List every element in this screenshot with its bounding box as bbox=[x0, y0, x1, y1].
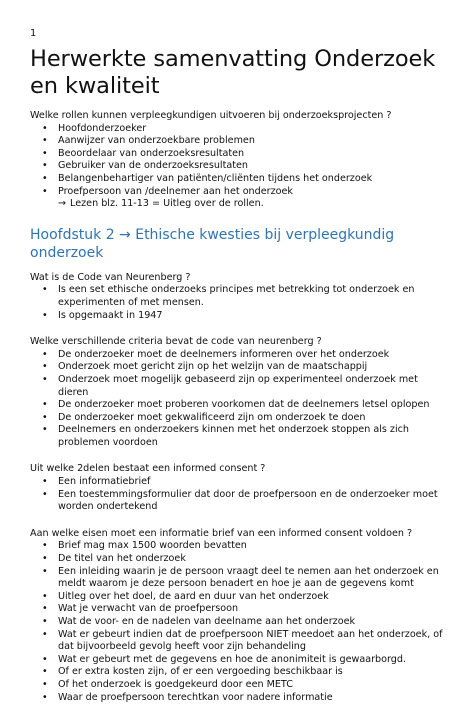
list-item: • Een toestemmingsformulier dat door de proefpersoon en de onderzoeker moet worden ondertekend bbox=[42, 488, 438, 513]
list-item: • De onderzoeker moet gekwalificeerd zijn om onderzoek te doen bbox=[42, 411, 366, 423]
bullet-icon: • bbox=[42, 653, 48, 665]
bullet-icon: • bbox=[42, 160, 48, 172]
list-item: • Wat je verwacht van de proefpersoon bbox=[42, 603, 239, 615]
answer-list bbox=[30, 476, 444, 514]
bullet-icon: • bbox=[42, 616, 48, 627]
list-item: • Onderzoek moet gericht zijn op het welzijn van de maatschappij bbox=[42, 361, 368, 373]
intro-list bbox=[30, 123, 444, 199]
bullet-icon: • bbox=[42, 540, 48, 552]
answer-list bbox=[30, 540, 444, 704]
answer-list bbox=[30, 349, 444, 450]
list-item: • Een informatiebrief bbox=[42, 476, 151, 488]
bullet-icon: • bbox=[42, 185, 48, 197]
question-block-information-letter bbox=[30, 528, 444, 704]
bullet-icon: • bbox=[42, 122, 48, 134]
bullet-icon: • bbox=[42, 691, 48, 703]
question-text: Aan welke eisen moet een informatie brief van een informed consent voldoen ? bbox=[30, 527, 413, 539]
list-item: • Uitleg over het doel, de aard en duur van het onderzoek bbox=[42, 590, 329, 602]
list-item: • Is opgemaakt in 1947 bbox=[42, 309, 163, 321]
list-item: • Aanwijzer van onderzoekbare problemen bbox=[42, 135, 255, 147]
bullet-icon: • bbox=[42, 373, 48, 385]
list-item: • Gebruiker van de onderzoeksresultaten bbox=[42, 160, 248, 172]
intro-note: → Lezen blz. 11-13 = Uitleg over de rollen. bbox=[58, 198, 264, 210]
bullet-icon: • bbox=[42, 666, 48, 678]
list-item: • De titel van het onderzoek bbox=[42, 553, 186, 565]
list-item: • Is een set ethische onderzoeks principes met betrekking tot onderzoek en experimenten of met mensen. bbox=[42, 284, 415, 308]
bullet-icon: • bbox=[42, 678, 48, 690]
list-item: • Wat er gebeurt met de gegevens en hoe de anonimiteit is gewaarborgd. bbox=[42, 653, 406, 665]
question-block-criteria bbox=[30, 336, 444, 449]
question-block-informed-consent bbox=[30, 463, 444, 513]
list-item: • De onderzoeker moet proberen voorkomen dat de deelnemers letsel oplopen bbox=[42, 399, 430, 411]
list-item: • Of er extra kosten zijn, of er een vergoeding beschikbaar is bbox=[42, 666, 343, 678]
bullet-icon: • bbox=[42, 399, 48, 411]
list-item: • Beoordelaar van onderzoeksresultaten bbox=[42, 147, 245, 159]
list-item: • Brief mag max 1500 woorden bevatten bbox=[42, 540, 247, 552]
bullet-icon: • bbox=[42, 411, 48, 423]
bullet-icon: • bbox=[42, 590, 48, 602]
bullet-icon: • bbox=[42, 603, 48, 615]
list-item: • De onderzoeker moet de deelnemers informeren over het onderzoek bbox=[42, 348, 390, 360]
intro-question: Welke rollen kunnen verpleegkundigen uitvoeren bij onderzoeksprojecten ? bbox=[30, 110, 392, 121]
bullet-icon: • bbox=[42, 284, 48, 296]
list-item: • Hoofdonderzoeker bbox=[42, 122, 147, 134]
page-number: 1 bbox=[30, 28, 37, 39]
bullet-icon: • bbox=[42, 135, 48, 147]
bullet-icon: • bbox=[42, 424, 48, 436]
list-item: • Wat er gebeurt indien dat de proefpersoon NIET meedoet aan het onderzoek, of dat bijvoorbeeld gevolg heeft voor zijn behandeling bbox=[42, 628, 443, 653]
list-item: • Belangenbehartiger van patiënten/cliënten tijdens het onderzoek bbox=[42, 172, 373, 184]
list-item: • Deelnemers en onderzoekers kinnen met het onderzoek stoppen als zich problemen voordoen bbox=[42, 424, 409, 448]
bullet-icon: • bbox=[42, 488, 48, 500]
question-block-neurenberg bbox=[30, 272, 444, 322]
bullet-icon: • bbox=[42, 628, 48, 640]
bullet-icon: • bbox=[42, 172, 48, 184]
intro-block bbox=[30, 110, 444, 211]
question-text: Wat is de Code van Neurenberg ? bbox=[30, 271, 191, 283]
list-item: • Een inleiding waarin je de persoon vraagt deel te nemen aan het onderzoek en meldt waarom je deze persoon benadert en hoe je aan de gegevens komt bbox=[42, 565, 439, 590]
list-item: • Wat de voor- en de nadelen van deelname aan het onderzoek bbox=[42, 616, 356, 627]
document-title: Herwerkte samenvatting Onderzoek en kwaliteit bbox=[30, 46, 436, 99]
question-text: Welke verschillende criteria bevat de code van neurenberg ? bbox=[30, 336, 322, 348]
bullet-icon: • bbox=[42, 476, 48, 488]
bullet-icon: • bbox=[42, 565, 48, 577]
bullet-icon: • bbox=[42, 361, 48, 373]
list-item: • Onderzoek moet mogelijk gebaseerd zijn op experimenteel onderzoek met dieren bbox=[42, 373, 418, 398]
bullet-icon: • bbox=[42, 553, 48, 565]
bullet-icon: • bbox=[42, 147, 48, 159]
bullet-icon: • bbox=[42, 309, 48, 321]
arrow-right-icon: → bbox=[58, 198, 67, 210]
question-text: Uit welke 2delen bestaat een informed consent ? bbox=[30, 463, 266, 475]
answer-list bbox=[30, 284, 444, 322]
section-heading: Hoofdstuk 2 → Ethische kwesties bij verpleegkundig onderzoek bbox=[30, 226, 395, 261]
list-item: • Proefpersoon van /deelnemer aan het onderzoek bbox=[42, 185, 293, 197]
list-item: • Of het onderzoek is goedgekeurd door een METC bbox=[42, 678, 293, 690]
bullet-icon: • bbox=[42, 348, 48, 360]
list-item: • Waar de proefpersoon terechtkan voor nadere informatie bbox=[42, 691, 333, 703]
